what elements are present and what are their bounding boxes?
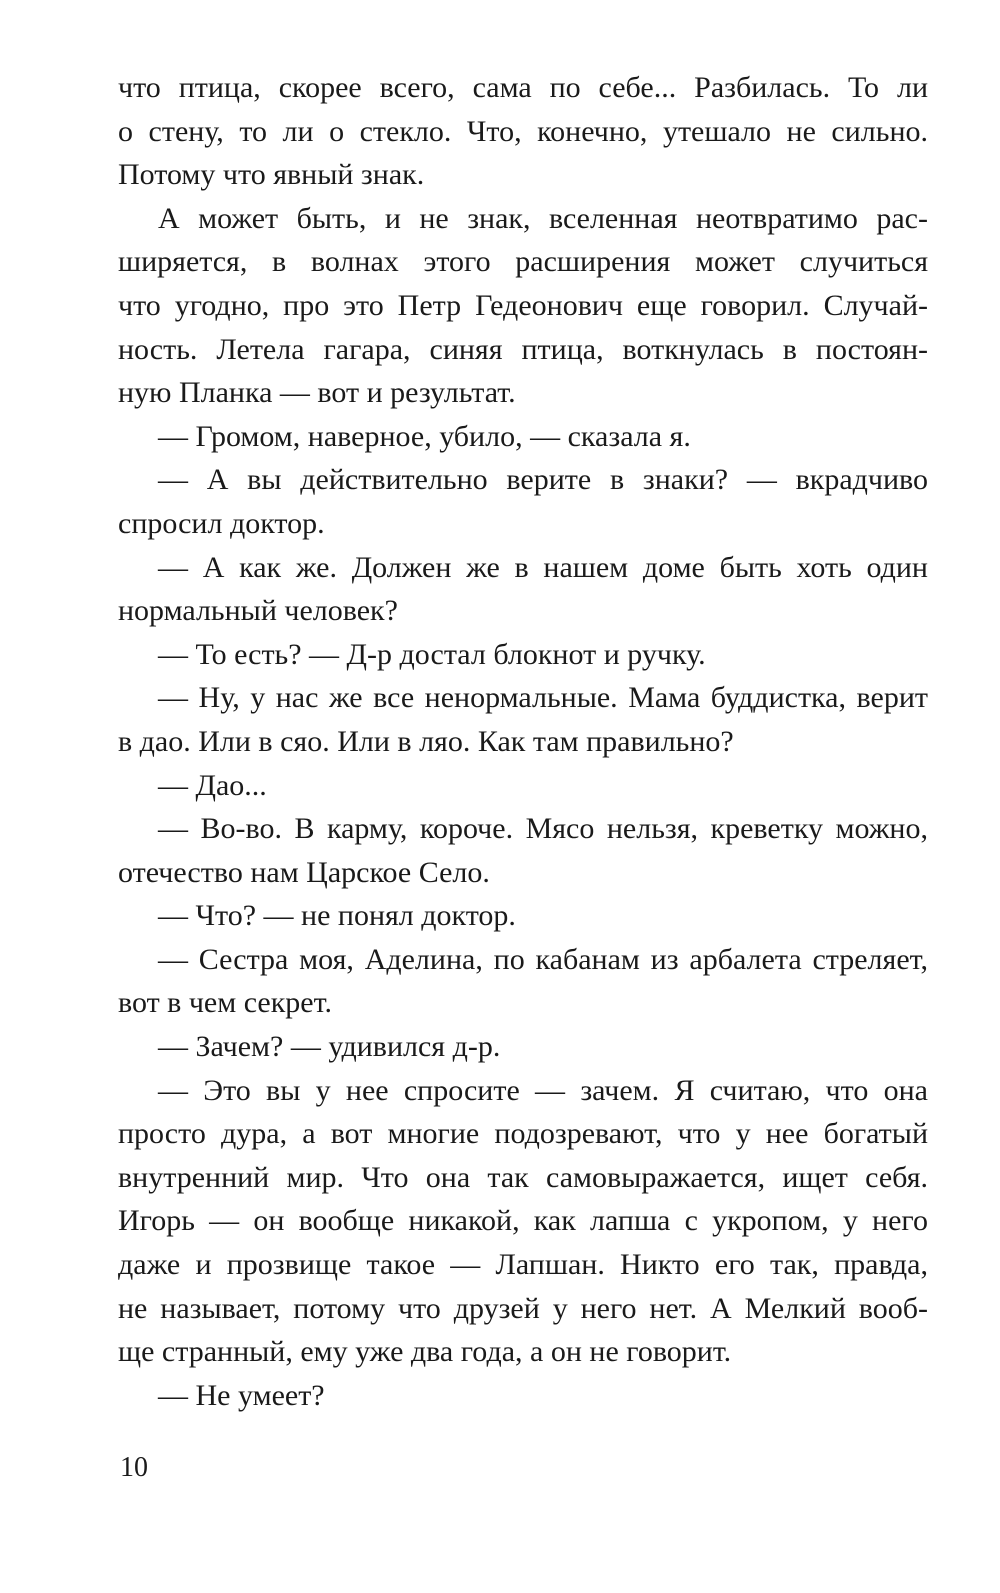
text-line: — Громом, наверное, убило, — сказала я.: [158, 419, 691, 453]
text-line: что птица, скорее всего, сама по себе... Разбилась. То ли: [118, 71, 928, 104]
text-line: в дао. Или в сяо. Или в ляо. Как там правильно?: [118, 724, 734, 758]
text-line: внутренний мир. Что она так самовыражается, ищет себя.: [118, 1160, 928, 1194]
text-line: даже и прозвище такое — Лапшан. Никто его так, правда,: [118, 1248, 928, 1282]
text-line: Игорь — он вообще никакой, как лапша с укропом, у него: [118, 1204, 928, 1238]
text-line: спросил доктор.: [118, 506, 325, 540]
text-line: о стену, то ли о стекло. Что, конечно, утешало не сильно.: [118, 114, 928, 148]
text-line: — Это вы у нее спросите — зачем. Я считаю, что она: [158, 1073, 928, 1107]
text-line: А может быть, и не знак, вселенная неотвратимо рас-: [158, 201, 928, 235]
text-line: — Что? — не понял доктор.: [158, 899, 516, 933]
text-line: — Зачем? — удивился д-р.: [158, 1030, 501, 1064]
text-line: ную Планка — вот и результат.: [118, 376, 516, 410]
text-line: — Сестра моя, Аделина, по кабанам из арбалета стреляет,: [158, 942, 928, 976]
page-number: 10: [120, 1452, 148, 1483]
text-line: просто дура, а вот многие подозревают, что у нее богатый: [118, 1117, 928, 1151]
text-line: ность. Летела гагара, синяя птица, воткнулась в постоян-: [118, 332, 928, 366]
text-line: — Дао...: [158, 768, 267, 802]
text-line: — Ну, у нас же все ненормальные. Мама буддистка, верит: [158, 681, 928, 715]
text-line: — А вы действительно верите в знаки? — вкрадчиво: [158, 463, 928, 497]
text-line: — Не умеет?: [158, 1378, 325, 1412]
text-line: ще странный, ему уже два года, а он не говорит.: [118, 1335, 732, 1369]
text-line: что угодно, про это Петр Гедеонович еще говорил. Случай-: [118, 288, 928, 322]
text-line: — То есть? — Д-р достал блокнот и ручку.: [158, 637, 706, 671]
text-line: не называет, потому что друзей у него нет. А Мелкий вооб-: [118, 1291, 928, 1325]
text-line: отечество нам Царское Село.: [118, 855, 490, 889]
text-line: — А как же. Должен же в нашем доме быть хоть один: [158, 550, 928, 584]
text-line: — Во-во. В карму, короче. Мясо нельзя, креветку можно,: [158, 812, 928, 846]
text-line: вот в чем секрет.: [118, 986, 332, 1020]
text-line: ширяется, в волнах этого расширения может случиться: [118, 245, 928, 279]
text-line: нормальный человек?: [118, 594, 398, 628]
text-line: Потому что явный знак.: [118, 158, 425, 192]
book-page-text: [118, 66, 928, 1417]
